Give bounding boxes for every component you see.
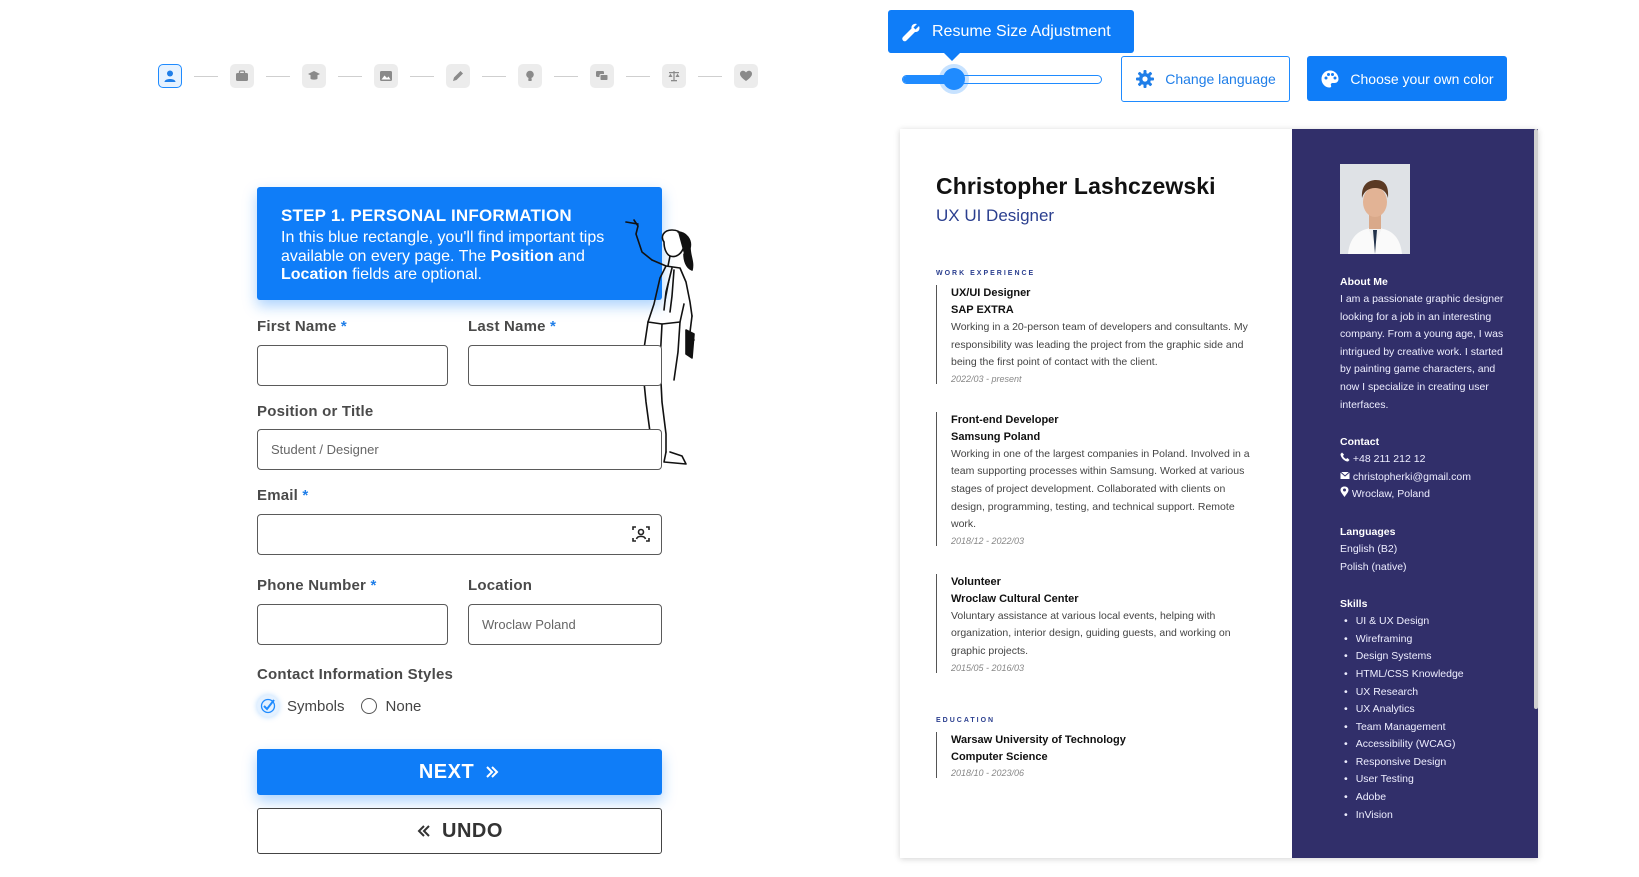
graduation-cap-icon [307,69,321,83]
about-heading: About Me [1340,276,1388,288]
job-company: SAP EXTRA [951,304,1014,316]
step-interests[interactable] [734,64,758,88]
location-label: Location [468,577,533,594]
tip-text-bold: Position [490,247,554,265]
phone-label [257,577,377,594]
envelope-icon [1340,471,1350,480]
phone-input[interactable] [257,604,448,645]
about-text: I am a passionate graphic designer looking for a job in an interesting company. From a young age, I was intrigued by creative work. I started by painting game characters, and now I specialize in creating user interfaces. [1340,293,1504,411]
resume-preview [900,129,1538,858]
heart-icon [739,69,753,83]
phone-icon [1340,452,1350,462]
skill-item: • Design Systems [1344,648,1516,666]
job-position: Front-end Developer [951,413,1059,426]
position-label: Position or Title [257,403,374,420]
next-button-label: NEXT [418,760,475,783]
language-item: Polish (native) [1340,560,1407,573]
label-text: Last Name [468,318,546,335]
resume-size-tooltip-text: Resume Size Adjustment [932,22,1111,40]
job-company: Wroclaw Cultural Center [951,592,1079,605]
step-skills[interactable] [518,64,542,88]
languages-heading: Languages [1340,525,1396,538]
briefcase-icon [235,69,249,83]
tip-text-part: and [553,247,585,265]
symbols-option-label[interactable]: Symbols [287,697,345,715]
first-name-input[interactable] [257,345,448,386]
step-signature[interactable] [446,64,470,88]
resume-size-slider[interactable] [902,75,1102,84]
job-dates: 2018/12 - 2022/03 [951,535,1025,546]
resume-size-tooltip [888,10,1134,53]
lightbulb-icon [523,69,537,83]
required-mark: * [550,318,557,335]
map-pin-icon [1340,486,1349,497]
step-connector [266,76,290,77]
profile-portrait [1340,164,1410,254]
scale-icon [667,69,681,83]
checkmark-icon [260,698,276,714]
education-school: Warsaw University of Technology [951,733,1126,746]
job-dates: 2015/05 - 2016/03 [951,662,1025,673]
resume-main-column [900,129,1292,858]
skill-item: • InVision [1344,807,1516,825]
skills-list [1340,613,1516,824]
contact-heading: Contact [1340,436,1380,449]
resume-scrollbar[interactable] [1534,129,1538,709]
job-description: Voluntary assistance at various local events, helping with organization, interior design, guiding guests, and working on graphic projects. [951,609,1231,657]
label-text: First Name [257,318,337,335]
profile-photo [1340,164,1410,254]
last-name-label [468,318,556,335]
undo-button-label: UNDO [442,819,503,842]
label-text: Email [257,487,299,504]
resume-name: Christopher Lashczewski [936,173,1216,199]
palette-icon [1320,69,1340,89]
job-entry [936,412,1256,546]
step-connector [554,76,578,77]
contact-email [1340,469,1516,487]
skill-item: • UX Analytics [1344,701,1516,719]
choose-color-label: Choose your own color [1350,70,1494,87]
first-name-label [257,318,347,335]
skill-item: • Wireframing [1344,631,1516,649]
education-dates: 2018/10 - 2023/06 [951,767,1025,778]
choose-color-button[interactable] [1307,56,1507,101]
contact-styles-options [257,695,421,717]
gear-icon [1135,69,1155,89]
step-connector [482,76,506,77]
email-input[interactable] [257,514,662,555]
work-experience-heading: WORK EXPERIENCE [936,270,1036,277]
step-connector [410,76,434,77]
tip-text [281,229,626,285]
job-dates: 2022/03 - present [951,373,1022,384]
symbols-option[interactable] [257,695,279,717]
step-connector [194,76,218,77]
skill-item: • Responsive Design [1344,754,1516,772]
job-position: Volunteer [951,575,1001,588]
slider-thumb[interactable] [943,68,965,90]
location-input[interactable] [468,604,662,645]
skill-item: • User Testing [1344,771,1516,789]
skill-item: • HTML/CSS Knowledge [1344,666,1516,684]
step-connector [338,76,362,77]
contact-phone [1340,451,1516,469]
education-field: Computer Science [951,750,1048,763]
tip-text-part: fields are optional. [347,266,482,283]
contact-styles-label: Contact Information Styles [257,666,454,683]
undo-button[interactable] [257,808,662,854]
skill-item: • Accessibility (WCAG) [1344,736,1516,754]
step-experience[interactable] [230,64,254,88]
skills-heading: Skills [1340,598,1368,611]
next-button[interactable] [257,749,662,795]
required-mark: * [370,577,377,594]
tip-text-part: In this blue rectangle, you'll find important tips available on every page. The [281,229,605,265]
required-mark: * [340,318,347,335]
contact-location [1340,486,1516,504]
change-language-label: Change language [1165,71,1276,87]
skill-item: • Team Management [1344,719,1516,737]
contact-phone-text: +48 211 212 12 [1352,453,1426,466]
step-languages[interactable] [590,64,614,88]
pen-icon [451,69,465,83]
tip-title: STEP 1. PERSONAL INFORMATION [281,206,572,225]
speech-bubbles-icon [595,69,609,83]
step-education[interactable] [302,64,326,88]
label-text: Phone Number [257,577,367,594]
image-icon [379,69,393,83]
double-chevron-left-icon [416,823,432,839]
step-clause[interactable] [662,64,686,88]
contact-location-text: Wroclaw, Poland [1351,488,1430,501]
progress-stepper [158,64,758,88]
skill-item: • Adobe [1344,789,1516,807]
wrench-icon [900,21,922,43]
education-heading: EDUCATION [936,716,996,724]
skill-item: • UX Research [1344,684,1516,702]
contact-email-text: christopherki@gmail.com [1352,470,1471,483]
change-language-button[interactable] [1121,56,1290,102]
job-description: Working in one of the largest companies in Poland. Involved in a team supporting processes within Samsung. Worked at various stages of project development. Collaborated with clients on design, programming, testing, and technical support. Remote work. [951,447,1250,531]
language-item: English (B2) [1340,542,1398,555]
position-input[interactable] [257,429,662,470]
education-entry [936,732,1256,778]
last-name-input[interactable] [468,345,662,386]
email-label [257,487,308,504]
job-description: Working in a 20-person team of developers and consultants. My responsibility was leading the project from the graphic side and being the first point of contact with the client. [951,321,1248,369]
step-connector [626,76,650,77]
contact-picker-icon[interactable] [631,524,651,544]
tip-text-bold: Location [281,266,348,283]
job-position: UX/UI Designer [951,287,1031,299]
double-chevron-right-icon [484,764,500,780]
user-icon [163,69,177,83]
skill-item: • UI & UX Design [1344,613,1516,631]
step-connector [698,76,722,77]
tip-box [257,187,662,300]
resume-job-title: UX UI Designer [936,206,1055,225]
job-company: Samsung Poland [951,430,1041,443]
job-entry [936,285,1256,384]
step-photo[interactable] [374,64,398,88]
resume-sidebar [1292,129,1538,858]
step-personal-info[interactable] [158,64,182,88]
required-mark: * [302,487,309,504]
none-option[interactable] [361,698,377,714]
none-option-label[interactable]: None [385,697,422,715]
job-entry [936,574,1256,673]
